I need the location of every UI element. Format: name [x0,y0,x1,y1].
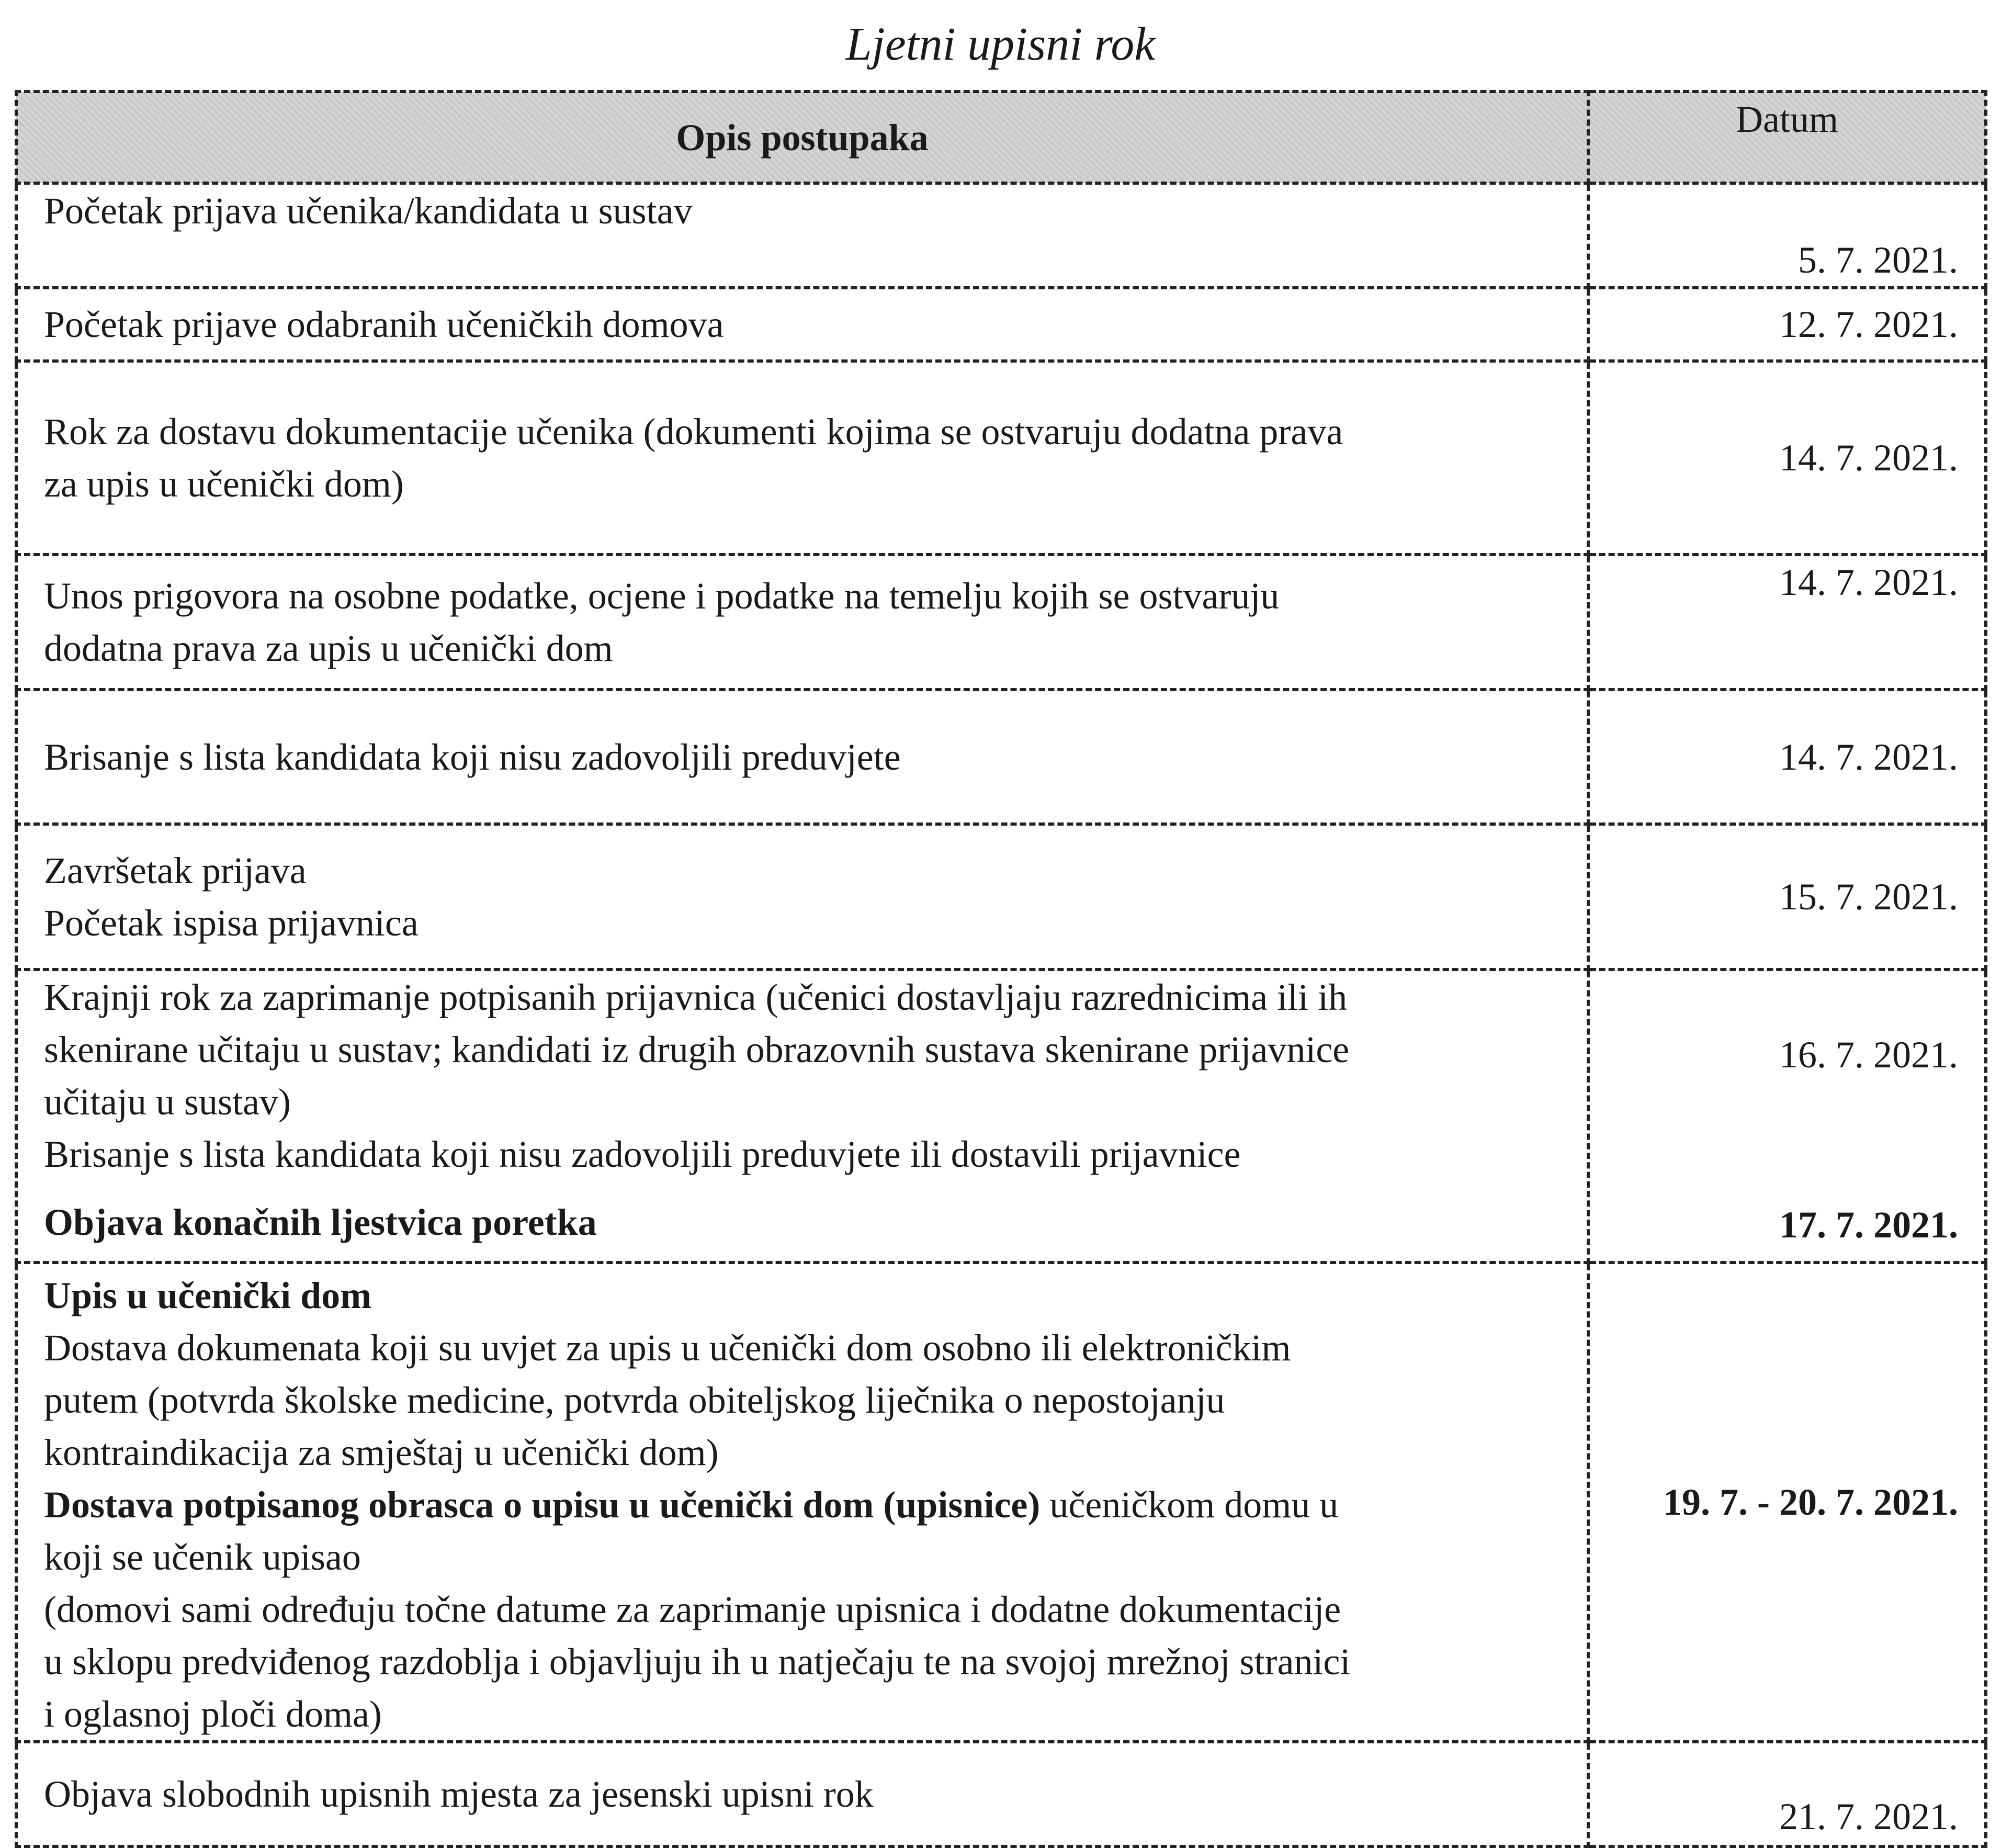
row-date-cell [1588,970,1986,1263]
description-note-line: (domovi sami određuju točne datume za zaprimanje upisnica i dodatne dokumentacije [44,1588,1341,1630]
page-title: Ljetni upisni rok [845,18,1156,70]
description-line: za upis u učenički dom) [44,463,404,505]
row-date: 15. 7. 2021. [1588,824,1986,970]
table-row [16,1263,1986,1742]
description-line: Završetak prijava [44,850,307,892]
description-note-line: i oglasnoj ploči doma) [44,1693,382,1735]
header-description: Opis postupaka [16,92,1588,183]
table-row [16,690,1986,824]
table-row [16,1742,1986,1846]
description-bold-line: Objava konačnih ljestvica poretka [44,1201,597,1243]
description-line: Brisanje s lista kandidata koji nisu zadovoljili preduvjete ili dostavili prijavnice [44,1133,1241,1175]
description-note-line: u sklopu predviđenog razdoblja i objavljuju ih u natječaju te na svojoj mrežnoj stranici [44,1641,1351,1683]
description-mixed-line [44,1479,1561,1531]
table-header-row [16,92,1986,183]
description-normal-part: učeničkom domu u [1040,1484,1339,1526]
table-row [16,555,1986,690]
table-row [16,361,1986,555]
table-row [16,970,1986,1263]
description-line: Unos prigovora na osobne podatke, ocjene i podatke na temelju kojih se ostvaruju [44,575,1280,617]
description-line: Rok za dostavu dokumentacije učenika (dokumenti kojima se ostvaruju dodatna prava [44,411,1343,453]
description-line: kontraindikacija za smještaj u učenički dom) [44,1432,719,1473]
row-date: 16. 7. 2021. [1779,1034,1958,1076]
row-description: Početak prijave odabranih učeničkih domova [16,288,1588,361]
description-line: Početak ispisa prijavnica [44,902,419,944]
row-date: 5. 7. 2021. [1588,183,1986,288]
table-row [16,288,1986,361]
row-description: Početak prijava učenika/kandidata u sustav [16,183,1588,288]
description-line: koji se učenik upisao [44,1536,361,1578]
row-date: 19. 7. - 20. 7. 2021. [1588,1263,1986,1742]
row-date-bold: 17. 7. 2021. [1779,1204,1958,1246]
row-description [16,824,1588,970]
description-line: putem (potvrda školske medicine, potvrda obiteljskog liječnika o nepostojanju [44,1379,1225,1421]
row-description [16,361,1588,555]
description-bold-title: Upis u učenički dom [44,1275,372,1316]
row-date: 14. 7. 2021. [1588,555,1986,690]
description-line: Dostava dokumenata koji su uvjet za upis u učenički dom osobno ili elektroničkim [44,1327,1291,1369]
row-date: 12. 7. 2021. [1588,288,1986,361]
row-date: 14. 7. 2021. [1588,690,1986,824]
row-description: Brisanje s lista kandidata koji nisu zadovoljili preduvjete [16,690,1588,824]
description-bold-part: Dostava potpisanog obrasca o upisu u učenički dom (upisnice) [44,1484,1041,1526]
table-row [16,183,1986,288]
schedule-table [15,90,1987,1848]
description-line: učitaju u sustav) [44,1081,291,1123]
description-line: Krajnji rok za zaprimanje potpisanih prijavnica (učenici dostavljaju razrednicima ili ih [44,976,1348,1018]
row-description [16,1263,1588,1742]
row-date: 14. 7. 2021. [1588,361,1986,555]
header-date: Datum [1588,92,1986,183]
description-line: skenirane učitaju u sustav; kandidati iz drugih obrazovnih sustava skenirane prijavnice [44,1029,1350,1071]
table-row [16,824,1986,970]
row-description [16,555,1588,690]
description-line: dodatna prava za upis u učenički dom [44,627,613,669]
row-description [16,970,1588,1263]
row-date: 21. 7. 2021. [1588,1742,1986,1846]
row-description: Objava slobodnih upisnih mjesta za jesenski upisni rok [16,1742,1588,1846]
